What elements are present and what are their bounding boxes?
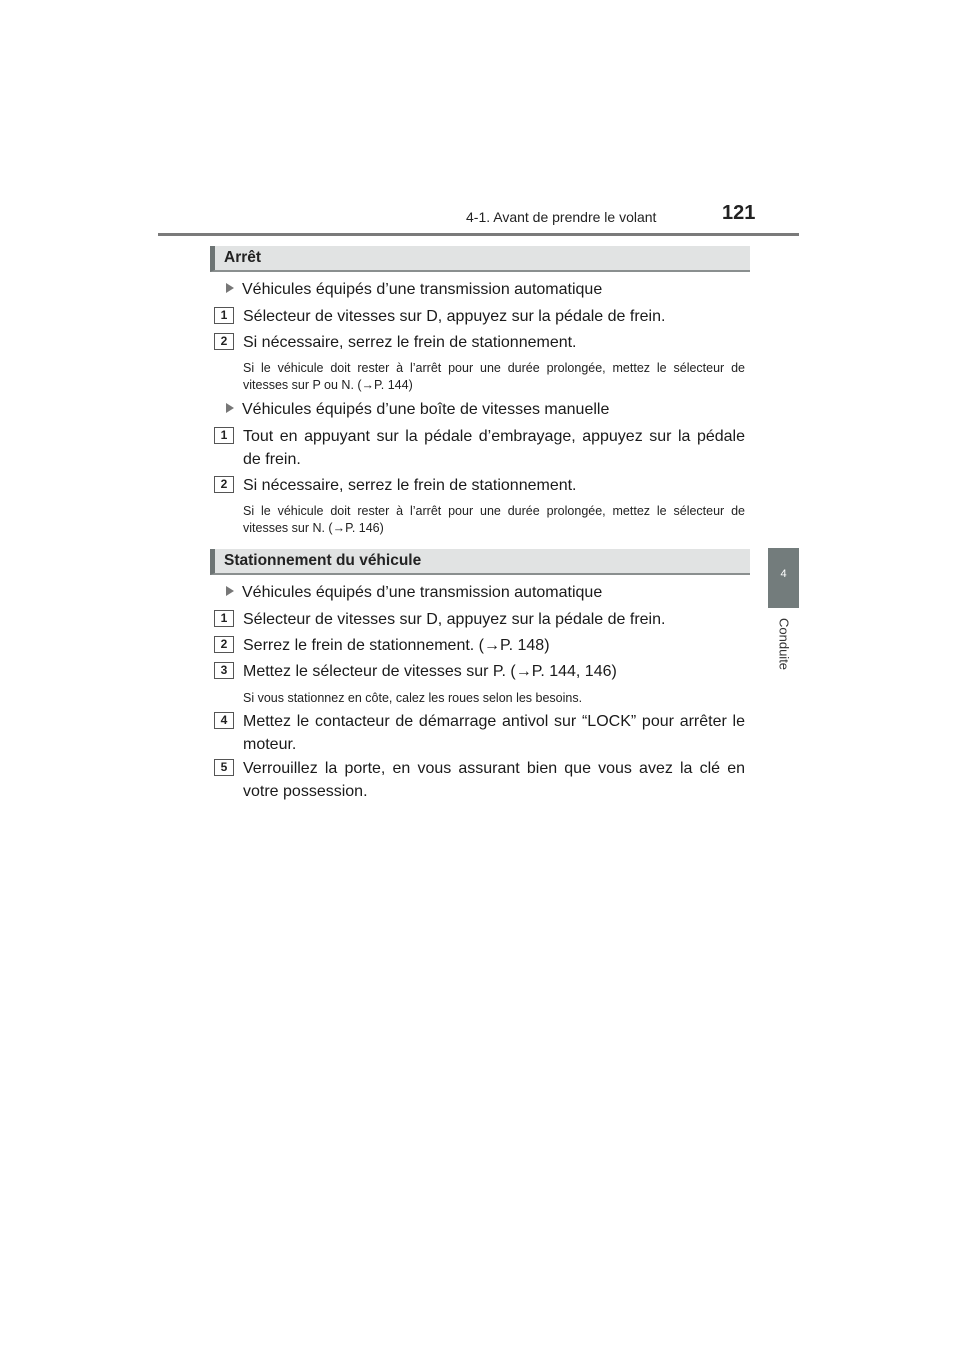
step-text: Serrez le frein de stationnement. (→P. 148) [243,637,550,654]
chapter-name: Conduite [776,618,792,671]
step-number: 1 [214,610,234,627]
step-number: 4 [214,712,234,729]
bullet-text: Véhicules équipés d’une transmission automatique [242,584,603,601]
section-title-arret: Arrêt [224,249,262,266]
section-header-stationnement [210,549,750,575]
step-number: 5 [214,759,234,776]
step-text: Verrouillez la porte, en vous assurant bien que vous avez la clé en votre possession. [243,760,745,800]
step-text: Si nécessaire, serrez le frein de stationnement. [243,334,577,351]
step-number: 2 [214,333,234,350]
page-number: 121 [722,202,756,224]
section-title-stationnement: Stationnement du véhicule [224,552,422,569]
step-text: Si nécessaire, serrez le frein de stationnement. [243,477,577,494]
note-text: Si vous stationnez en côte, calez les roues selon les besoins. [243,691,583,705]
step-number: 1 [214,307,234,324]
step-text: Mettez le sélecteur de vitesses sur P. (→P. 144, 146) [243,663,617,680]
section-header-arret [210,246,750,272]
section-title: 4-1. Avant de prendre le volant [466,209,657,225]
step-number: 3 [214,662,234,679]
triangle-bullet-icon [226,403,234,413]
triangle-bullet-icon [226,586,234,596]
note-text: Si le véhicule doit rester à l’arrêt pour une durée prolongée, mettez le sélecteur de vitesses sur N. (→P. 146) [243,504,745,535]
chapter-tab [768,548,799,608]
chapter-number: 4 [780,568,787,580]
bullet-automatic-stop [226,281,602,299]
header-divider [158,233,799,236]
step-text: Sélecteur de vitesses sur D, appuyez sur la pédale de frein. [243,611,666,628]
step-text: Sélecteur de vitesses sur D, appuyez sur la pédale de frein. [243,308,666,325]
triangle-bullet-icon [226,283,234,293]
bullet-manual-stop [226,401,609,419]
step-text: Tout en appuyant sur la pédale d’embrayage, appuyez sur la pédale de frein. [243,428,745,468]
step-number: 2 [214,636,234,653]
bullet-automatic-park [226,584,602,602]
step-number: 2 [214,476,234,493]
note-text: Si le véhicule doit rester à l’arrêt pour une durée prolongée, mettez le sélecteur de vitesses sur P ou N. (→P. 144) [243,361,745,392]
chapter-label [772,618,796,688]
step-number: 1 [214,427,234,444]
bullet-text: Véhicules équipés d’une transmission automatique [242,281,603,298]
step-text: Mettez le contacteur de démarrage antivol sur “LOCK” pour arrêter le moteur. [243,713,745,753]
bullet-text: Véhicules équipés d’une boîte de vitesses manuelle [242,401,610,418]
